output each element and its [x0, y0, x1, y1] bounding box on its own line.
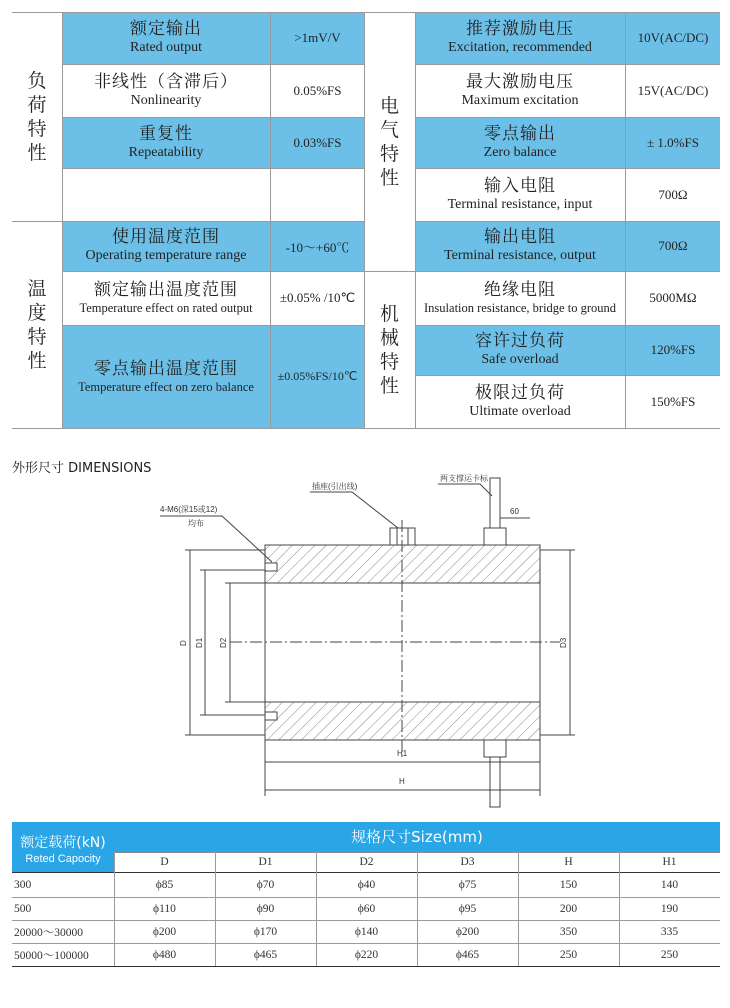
label-H1: H1 [397, 749, 408, 758]
table-row-2-D1: ϕ170 [253, 925, 278, 938]
size-header-title: 规格尺寸Size(mm) [351, 828, 483, 846]
dimensions-title: 外形尺寸 DIMENSIONS [12, 461, 152, 476]
table-row-0-D3: ϕ75 [458, 878, 477, 891]
spec-right-6-value: 120%FS [650, 342, 696, 357]
label-D3: D3 [559, 637, 568, 648]
label-D1: D1 [195, 637, 204, 648]
post-top [490, 478, 500, 528]
label-D2: D2 [219, 637, 228, 648]
spec-left-5-value: ±0.05% /10℃ [279, 290, 356, 305]
spec-right-2-en: Zero balance [483, 144, 557, 160]
label-hole: 4-M6(深15或12) [160, 505, 218, 514]
table-row-2-D3: ϕ200 [455, 925, 480, 938]
label-fixture: 两支撑运卡标 [440, 474, 488, 483]
col-header-H: H [564, 856, 573, 868]
table-row-2-H: 350 [559, 925, 578, 938]
table-row-1-D2: ϕ60 [357, 902, 376, 915]
spec-right-0-zh: 推荐激励电压 [466, 19, 574, 39]
post-bottom [490, 757, 500, 807]
spec-right-3-value: 700Ω [658, 186, 688, 202]
table-row-3-D2: ϕ220 [354, 948, 379, 961]
spec-left-5-en: Temperature effect on rated output [79, 301, 253, 315]
post-top-base [484, 528, 506, 545]
label-hole2: 均布 [188, 519, 204, 528]
post-bottom-base [484, 740, 506, 757]
group-mech-label: 机械特性 [379, 302, 399, 397]
table-row-1-load: 500 [14, 902, 32, 915]
table-row-3-D1: ϕ465 [253, 948, 278, 961]
hole-top [265, 563, 277, 571]
spec-right-5-en: Insulation resistance, bridge to ground [424, 301, 616, 315]
spec-right-2-value: ± 1.0%FS [647, 134, 699, 150]
size-table-load-header [12, 822, 114, 872]
spec-right-4-value: 700Ω [658, 238, 688, 253]
spec-left-0-value: >1mV/V [294, 30, 341, 45]
spec-left-6-en: Temperature effect on zero balance [78, 379, 254, 394]
size-table-size-header [114, 822, 720, 852]
spec-left-0-en: Rated output [130, 40, 202, 55]
spec-left-1-zh: 非线性（含滞后） [94, 71, 238, 92]
table-row-2-D: ϕ200 [152, 925, 177, 938]
load-header-zh: 额定载荷(kN) [20, 835, 106, 851]
spec-left-2-zh: 重复性 [139, 123, 193, 144]
col-header-H1: H1 [662, 856, 677, 868]
spec-right-0-en: Excitation, recommended [448, 40, 592, 55]
table-row-2-D2: ϕ140 [354, 925, 379, 938]
spec-right-1-en: Maximum excitation [461, 92, 579, 108]
table-row-1-D: ϕ110 [153, 902, 176, 915]
spec-left-4-value: -10～+60℃ [285, 239, 350, 255]
spec-right-7-zh: 极限过负荷 [475, 382, 565, 403]
spec-left-1-value: 0.05%FS [293, 82, 342, 98]
spec-right-3-en: Terminal resistance, input [447, 196, 593, 212]
label-H: H [399, 777, 405, 786]
hole-bottom [265, 712, 277, 720]
spec-left-6-value: ±0.05%FS/10℃ [277, 369, 358, 383]
table-row-0-D2: ϕ40 [357, 878, 376, 891]
spec-left-2-value: 0.03%FS [293, 134, 342, 150]
spec-right-7-en: Ultimate overload [469, 403, 571, 419]
group-load-label: 负荷特性 [27, 69, 47, 164]
table-row-3-D: ϕ480 [152, 948, 177, 961]
spec-left-4-en: Operating temperature range [85, 248, 247, 263]
table-row-3-load: 50000～100000 [14, 949, 89, 962]
spec-right-4-zh: 输出电阻 [484, 227, 556, 247]
table-row-0-D: ϕ85 [155, 878, 174, 891]
load-header-en: Reted Capocity [25, 853, 101, 865]
label-socket: 插座(引出线) [312, 482, 358, 491]
table-row-1-H: 200 [559, 902, 578, 915]
table-row-0-H: 150 [559, 878, 578, 891]
spec-right-4-en: Terminal resistance, output [444, 248, 596, 263]
spec-right-1-zh: 最大激励电压 [466, 71, 574, 92]
table-row-3-D3: ϕ465 [455, 948, 480, 961]
label-60: 60 [510, 507, 519, 516]
table-row-1-D1: ϕ90 [256, 902, 275, 915]
table-row-2-load: 20000～30000 [14, 926, 83, 939]
spec-right-1-value: 15V(AC/DC) [637, 82, 709, 98]
spec-right-6-en: Safe overload [481, 352, 559, 367]
table-row-0-load: 300 [14, 878, 32, 891]
col-header-D2: D2 [359, 856, 374, 868]
table-row-3-H1: 250 [660, 948, 679, 961]
spec-left-1-en: Nonlinearity [130, 92, 202, 108]
spec-right-5-value: 5000MΩ [649, 290, 697, 305]
col-header-D: D [160, 856, 169, 868]
table-row-1-H1: 190 [660, 902, 679, 915]
spec-left-6-zh: 零点输出温度范围 [94, 358, 238, 379]
spec-right-2-zh: 零点输出 [484, 123, 556, 144]
col-header-D3: D3 [460, 856, 475, 868]
spec-right-0-value: 10V(AC/DC) [637, 30, 709, 45]
group-elec-label: 电气特性 [379, 94, 399, 189]
spec-left-5-zh: 额定输出温度范围 [94, 280, 238, 300]
spec-left-2-en: Repeatability [128, 144, 204, 160]
table-row-0-D1: ϕ70 [256, 878, 275, 891]
spec-right-6-zh: 容许过负荷 [475, 331, 565, 351]
spec-left-0-zh: 额定输出 [130, 19, 202, 39]
table-row-3-H: 250 [559, 948, 578, 961]
spec-left-4-zh: 使用温度范围 [112, 227, 220, 247]
spec-right-3-zh: 输入电阻 [484, 175, 556, 196]
table-row-0-H1: 140 [660, 878, 679, 891]
spec-right-7-value: 150%FS [650, 393, 696, 409]
group-temp-label: 温度特性 [27, 277, 47, 372]
table-row-2-H1: 335 [660, 925, 679, 938]
spec-right-5-zh: 绝缘电阻 [484, 280, 556, 300]
label-D: D [179, 640, 188, 646]
col-header-D1: D1 [258, 856, 273, 868]
table-row-1-D3: ϕ95 [458, 902, 477, 915]
